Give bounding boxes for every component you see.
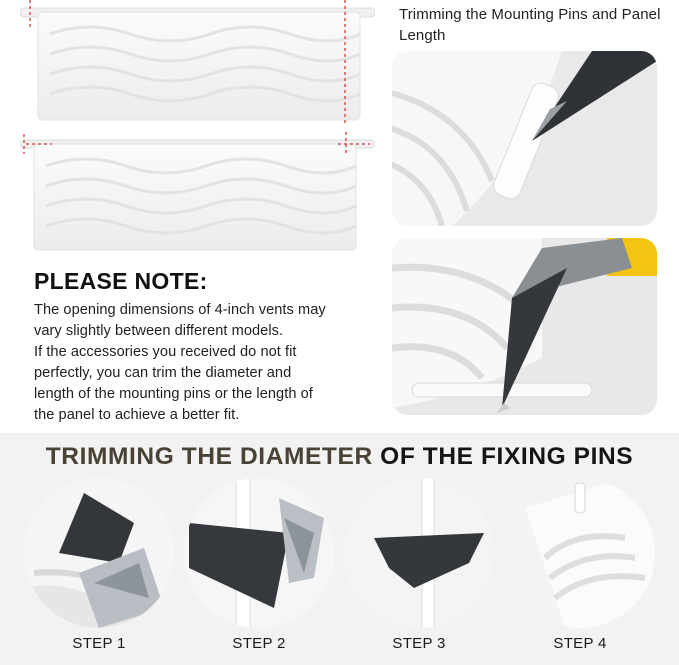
note-line: vary slightly between different models. [34, 323, 284, 339]
step-3-label: STEP 3 [392, 635, 446, 652]
note-line: If the accessories you received do not fit [34, 344, 297, 360]
step-1-label: STEP 1 [72, 635, 126, 652]
note-line: perfectly, you can trim the diameter and [34, 365, 292, 381]
step-3 [344, 478, 504, 652]
step-2-label: STEP 2 [232, 635, 286, 652]
please-note-block [34, 268, 384, 426]
step-2 [184, 478, 344, 652]
vent-panel-full-length [20, 0, 375, 125]
photo-trimming-pin [392, 51, 657, 226]
vent-panel-trimmed [20, 132, 375, 254]
note-line: length of the mounting pins or the length of [34, 386, 313, 402]
step-4-label: STEP 4 [553, 635, 607, 652]
step-4 [505, 478, 665, 652]
steps-title-accent: TRIMMING THE DIAMETER [45, 443, 373, 470]
step-3-image [344, 478, 494, 628]
note-body [34, 300, 384, 426]
step-4-image [505, 478, 655, 628]
note-line: The opening dimensions of 4-inch vents may [34, 302, 326, 318]
note-line: the panel to achieve a better fit. [34, 407, 240, 423]
trim-title: Trimming the Mounting Pins and Panel Length [399, 6, 661, 44]
step-2-image [184, 478, 334, 628]
steps-section [0, 433, 679, 665]
steps-title-rest: OF THE FIXING PINS [380, 443, 634, 470]
photo-trimming-panel [392, 238, 657, 415]
step-1 [24, 478, 184, 652]
note-heading: PLEASE NOTE: [34, 268, 208, 294]
steps-title [0, 443, 679, 471]
step-1-image [24, 478, 174, 628]
